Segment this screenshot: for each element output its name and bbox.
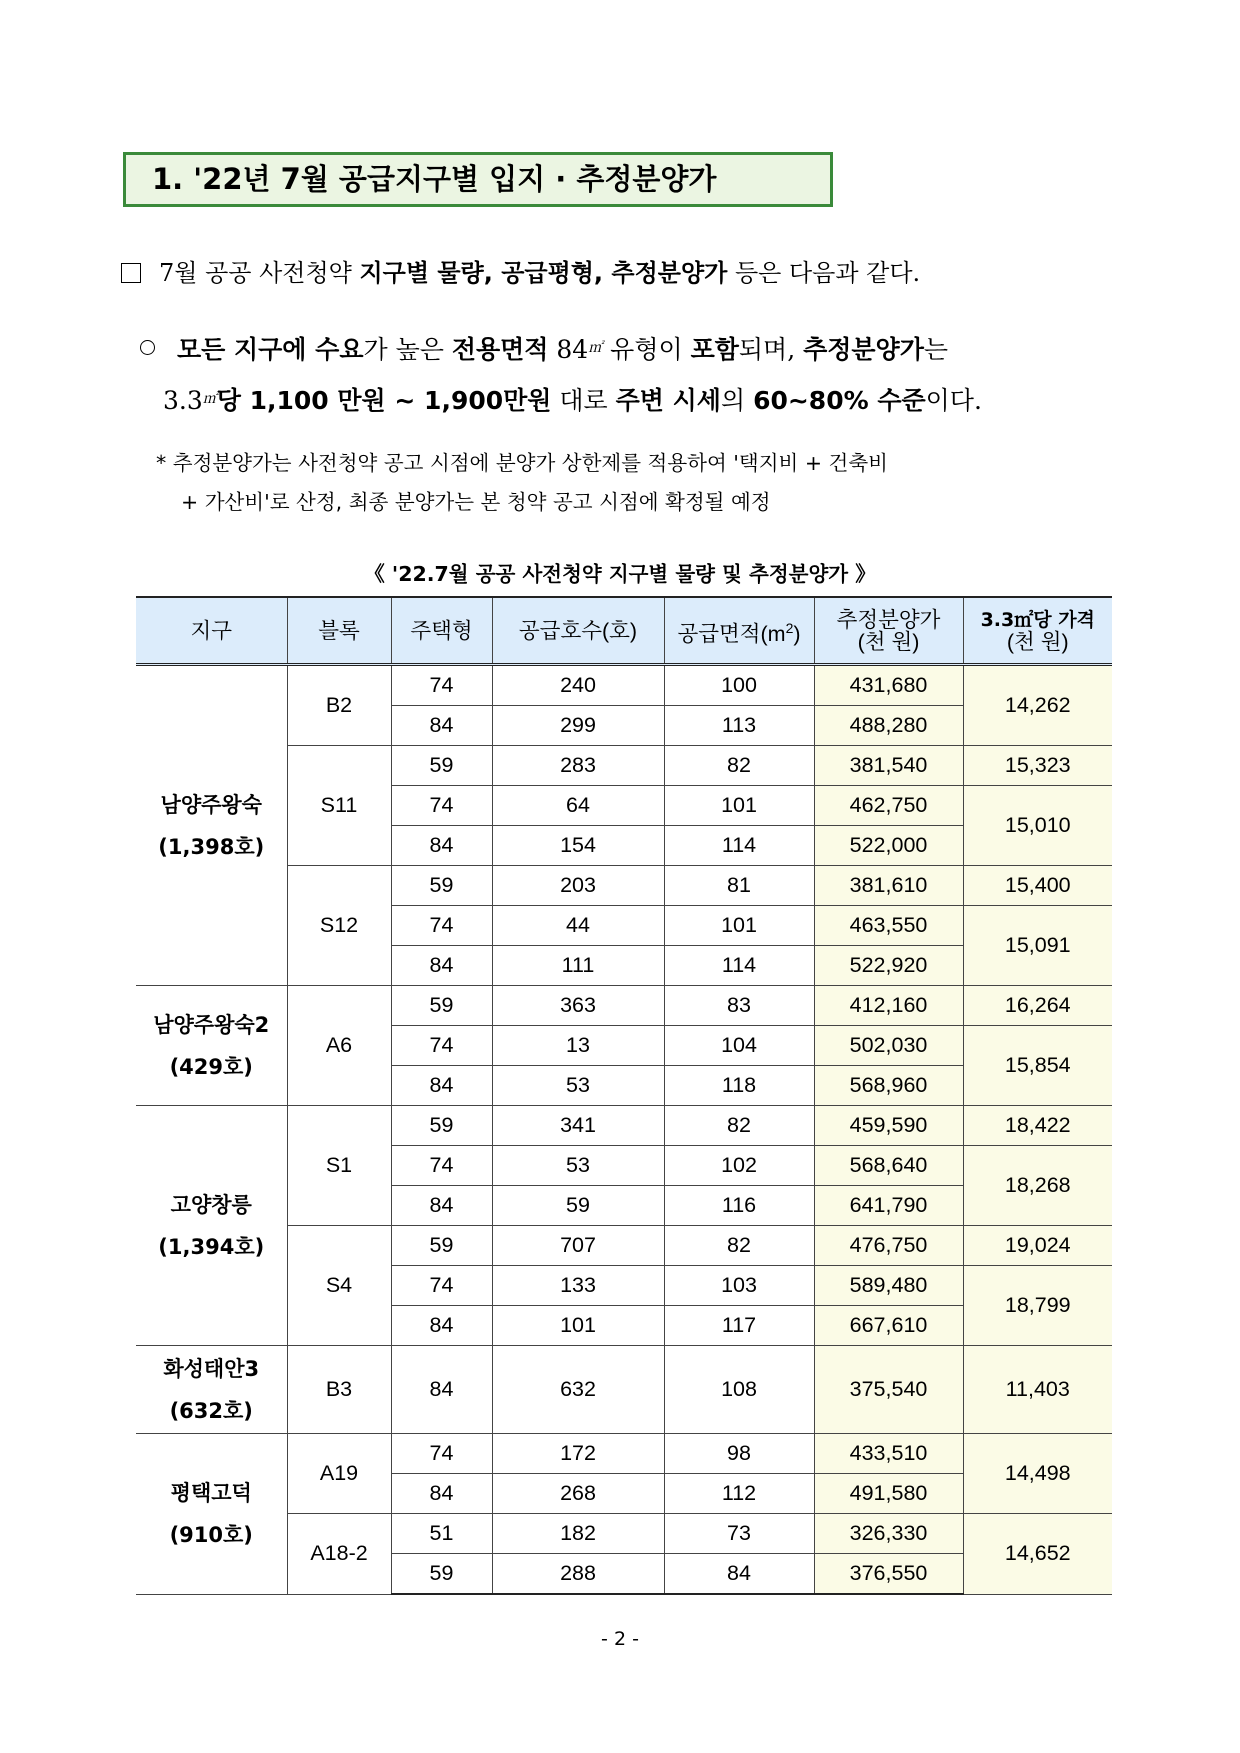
type-cell: 74 (391, 786, 492, 826)
table-row (136, 665, 1112, 706)
price-cell: 433,510 (814, 1434, 963, 1474)
block-cell: S1 (287, 1106, 391, 1226)
units-cell: 154 (492, 826, 664, 866)
table-row (136, 1434, 1112, 1474)
area-cell: 102 (664, 1146, 814, 1186)
price-cell: 522,920 (814, 946, 963, 986)
block-cell: S4 (287, 1226, 391, 1346)
price-cell: 463,550 (814, 906, 963, 946)
price-cell: 326,330 (814, 1514, 963, 1554)
table-row (136, 986, 1112, 1026)
header-units: 공급호수(호) (492, 597, 664, 665)
header-price: 추정분양가 (천 원) (814, 597, 963, 665)
type-cell: 84 (391, 946, 492, 986)
district-cell: 남양주왕숙2 (429호) (136, 986, 287, 1106)
perunit-cell: 15,091 (963, 906, 1112, 986)
perunit-cell: 11,403 (963, 1346, 1112, 1434)
type-cell: 84 (391, 1474, 492, 1514)
header-perunit: 3.3㎡당 가격 (천 원) (963, 597, 1112, 665)
block-cell: A18-2 (287, 1514, 391, 1595)
units-cell: 203 (492, 866, 664, 906)
table-title: 《 '22.7월 공공 사전청약 지구별 물량 및 추정분양가 》 (364, 562, 876, 586)
page-number: - 2 - (601, 1628, 639, 1650)
bullet-paragraph-continued: 3.3㎡당 1,100 만원 ~ 1,900만원 대로 주변 시세의 60~80% 수준이다. (163, 386, 982, 415)
price-cell: 376,550 (814, 1554, 963, 1595)
units-cell: 299 (492, 706, 664, 746)
price-cell: 412,160 (814, 986, 963, 1026)
type-cell: 84 (391, 1306, 492, 1346)
units-cell: 341 (492, 1106, 664, 1146)
price-cell: 381,610 (814, 866, 963, 906)
units-cell: 363 (492, 986, 664, 1026)
units-cell: 632 (492, 1346, 664, 1434)
supply-price-table (136, 596, 1112, 1595)
type-cell: 59 (391, 1106, 492, 1146)
area-cell: 100 (664, 665, 814, 706)
block-cell: A19 (287, 1434, 391, 1514)
units-cell: 182 (492, 1514, 664, 1554)
type-cell: 74 (391, 1146, 492, 1186)
area-cell: 82 (664, 746, 814, 786)
block-cell: S11 (287, 746, 391, 866)
district-cell: 남양주왕숙 (1,398호) (136, 665, 287, 986)
area-cell: 82 (664, 1106, 814, 1146)
block-cell: S12 (287, 866, 391, 986)
footnote-line-1: * 추정분양가는 사전청약 공고 시점에 분양가 상한제를 적용하여 '택지비 + 건축비 (156, 451, 888, 475)
table-header-row (136, 597, 1112, 665)
area-cell: 101 (664, 786, 814, 826)
units-cell: 707 (492, 1226, 664, 1266)
table-row (136, 1346, 1112, 1434)
units-cell: 64 (492, 786, 664, 826)
units-cell: 283 (492, 746, 664, 786)
type-cell: 74 (391, 1434, 492, 1474)
type-cell: 74 (391, 665, 492, 706)
area-cell: 84 (664, 1554, 814, 1595)
area-cell: 114 (664, 826, 814, 866)
units-cell: 101 (492, 1306, 664, 1346)
bullet-paragraph: 모든 지구에 수요가 높은 전용면적 84㎡ 유형이 포함되며, 추정분양가는 (140, 330, 948, 366)
perunit-cell: 18,799 (963, 1266, 1112, 1346)
area-cell: 108 (664, 1346, 814, 1434)
type-cell: 59 (391, 746, 492, 786)
price-cell: 667,610 (814, 1306, 963, 1346)
price-cell: 568,960 (814, 1066, 963, 1106)
district-cell: 고양창릉 (1,394호) (136, 1106, 287, 1346)
header-area: 공급면적$(m^2)$ (664, 597, 814, 665)
type-cell: 59 (391, 1554, 492, 1595)
type-cell: 59 (391, 1226, 492, 1266)
area-cell: 113 (664, 706, 814, 746)
type-cell: 51 (391, 1514, 492, 1554)
perunit-cell: 15,854 (963, 1026, 1112, 1106)
type-cell: 84 (391, 706, 492, 746)
perunit-cell: 14,498 (963, 1434, 1112, 1514)
price-cell: 589,480 (814, 1266, 963, 1306)
price-cell: 522,000 (814, 826, 963, 866)
price-cell: 431,680 (814, 665, 963, 706)
price-cell: 476,750 (814, 1226, 963, 1266)
district-cell: 평택고덕 (910호) (136, 1434, 287, 1595)
units-cell: 268 (492, 1474, 664, 1514)
area-cell: 98 (664, 1434, 814, 1474)
area-cell: 117 (664, 1306, 814, 1346)
type-cell: 84 (391, 1186, 492, 1226)
perunit-cell: 15,010 (963, 786, 1112, 866)
area-cell: 118 (664, 1066, 814, 1106)
area-cell: 112 (664, 1474, 814, 1514)
type-cell: 84 (391, 1066, 492, 1106)
perunit-cell: 19,024 (963, 1226, 1112, 1266)
price-cell: 641,790 (814, 1186, 963, 1226)
units-cell: 53 (492, 1066, 664, 1106)
units-cell: 133 (492, 1266, 664, 1306)
area-cell: 73 (664, 1514, 814, 1554)
perunit-cell: 18,268 (963, 1146, 1112, 1226)
price-cell: 462,750 (814, 786, 963, 826)
header-block: 블록 (287, 597, 391, 665)
type-cell: 59 (391, 986, 492, 1026)
section-title: 1. '22년 7월 공급지구별 입지 · 추정분양가 (123, 152, 833, 207)
block-cell: A6 (287, 986, 391, 1106)
units-cell: 13 (492, 1026, 664, 1066)
units-cell: 240 (492, 665, 664, 706)
type-cell: 74 (391, 906, 492, 946)
price-cell: 502,030 (814, 1026, 963, 1066)
units-cell: 172 (492, 1434, 664, 1474)
type-cell: 74 (391, 1266, 492, 1306)
district-cell: 화성태안3 (632호) (136, 1346, 287, 1434)
area-cell: 104 (664, 1026, 814, 1066)
perunit-cell: 16,264 (963, 986, 1112, 1026)
bullet-circle-icon (140, 340, 155, 355)
area-cell: 81 (664, 866, 814, 906)
area-cell: 101 (664, 906, 814, 946)
price-cell: 381,540 (814, 746, 963, 786)
units-cell: 53 (492, 1146, 664, 1186)
units-cell: 288 (492, 1554, 664, 1595)
footnote-line-2: + 가산비'로 산정, 최종 분양가는 본 청약 공고 시점에 확정될 예정 (181, 490, 771, 514)
area-cell: 114 (664, 946, 814, 986)
perunit-cell: 14,262 (963, 665, 1112, 746)
area-cell: 83 (664, 986, 814, 1026)
price-cell: 375,540 (814, 1346, 963, 1434)
price-cell: 568,640 (814, 1146, 963, 1186)
type-cell: 74 (391, 1026, 492, 1066)
type-cell: 59 (391, 866, 492, 906)
perunit-cell: 14,652 (963, 1514, 1112, 1595)
type-cell: 84 (391, 826, 492, 866)
units-cell: 44 (492, 906, 664, 946)
area-cell: 116 (664, 1186, 814, 1226)
type-cell: 84 (391, 1346, 492, 1434)
block-cell: B2 (287, 665, 391, 746)
price-cell: 491,580 (814, 1474, 963, 1514)
area-cell: 82 (664, 1226, 814, 1266)
checkbox-square-icon (121, 263, 141, 283)
price-cell: 459,590 (814, 1106, 963, 1146)
header-district: 지구 (136, 597, 287, 665)
table-row (136, 1106, 1112, 1146)
price-cell: 488,280 (814, 706, 963, 746)
perunit-cell: 18,422 (963, 1106, 1112, 1146)
perunit-cell: 15,323 (963, 746, 1112, 786)
block-cell: B3 (287, 1346, 391, 1434)
area-cell: 103 (664, 1266, 814, 1306)
units-cell: 59 (492, 1186, 664, 1226)
units-cell: 111 (492, 946, 664, 986)
header-type: 주택형 (391, 597, 492, 665)
intro-paragraph: 7월 공공 사전청약 지구별 물량, 공급평형, 추정분양가 등은 다음과 같다. (121, 253, 920, 288)
perunit-cell: 15,400 (963, 866, 1112, 906)
